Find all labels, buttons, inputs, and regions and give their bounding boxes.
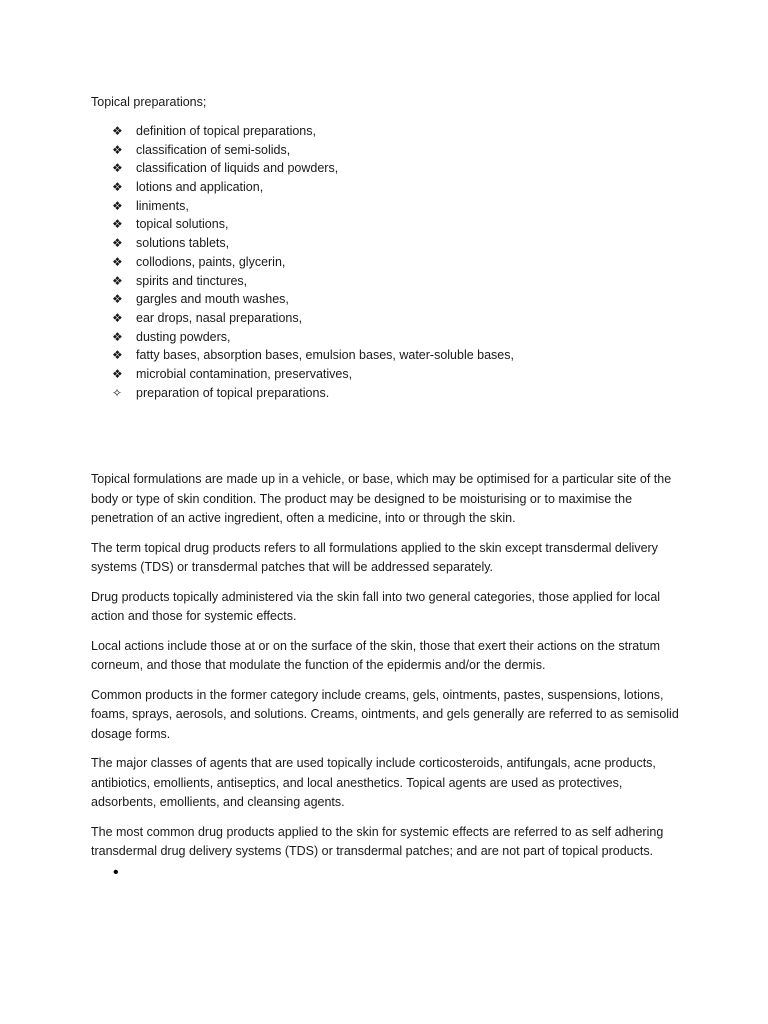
list-item-text: definition of topical preparations, [136,124,316,138]
page-heading: Topical preparations; [91,95,207,109]
paragraph: Common products in the former category include creams, gels, ointments, pastes, suspensions, lotions, foams, sprays, aerosols, and solutions. Creams, ointments, and gels generally are referred to as semisolid dosage forms. [91,687,679,741]
list-item-text: lotions and application, [136,180,264,195]
paragraph: The term topical drug products refers to all formulations applied to the skin except transdermal delivery systems (TDS) or transdermal patches that will be addressed separately. [91,540,658,574]
list-item [112,384,514,403]
list-item [112,272,514,291]
diamond-bullet-icon: ❖ [112,198,123,213]
list-item-text: solutions tablets, [136,236,230,251]
list-item [112,215,514,234]
paragraph: Topical formulations are made up in a vehicle, or base, which may be optimised for a particular site of the body or type of skin condition. The product may be designed to be moisturising or to maximise the penetration of an active ingredient, often a medicine, into or through the skin. [91,472,672,525]
list-item-text: spirits and tinctures, [136,273,248,288]
list-item [112,122,514,141]
paragraph: Local actions include those at or on the surface of the skin, those that exert their actions on the stratum corneum, and those that modulate the function of the epidermis and/or the dermis. [91,638,661,672]
diamond-bullet-icon: ❖ [112,329,123,344]
list-item-text: microbial contamination, preservatives, [136,366,353,381]
diamond-bullet-icon: ❖ [112,142,123,157]
list-item [112,178,514,197]
topics-list [112,122,514,402]
diamond-bullet-icon: ❖ [112,124,123,138]
diamond-bullet-icon: ❖ [112,292,123,307]
paragraph: The most common drug products applied to the skin for systemic effects are referred to as self adhering transdermal drug delivery systems (TDS) or transdermal patches; and are not part of topical products. [91,824,664,858]
body-text [91,470,681,872]
diamond-bullet-icon: ❖ [112,273,123,288]
list-item-text: classification of liquids and powders, [136,161,339,176]
list-item [112,290,514,309]
list-item-text: dusting powders, [136,329,231,344]
paragraph: The major classes of agents that are used topically include corticosteroids, antifungals, acne products, antibiotics, emollients, antiseptics, and local anesthetics. Topical agents are used as protectives, adsorbents, emollients, and cleansing agents. [91,756,656,809]
list-item [112,346,514,365]
diamond-bullet-icon: ❖ [112,310,123,325]
list-item [112,309,514,328]
diamond-bullet-icon: ❖ [112,366,123,381]
list-item [112,141,514,160]
list-item [112,234,514,253]
list-item-text: preparation of topical preparations. [136,385,330,400]
list-item-text: liniments, [136,198,189,213]
diamond-bullet-icon: ❖ [112,348,123,363]
diamond-bullet-icon: ❖ [112,180,123,195]
list-item-text: fatty bases, absorption bases, emulsion bases, water-soluble bases, [136,348,514,363]
list-item-text: classification of semi-solids, [136,142,291,157]
paragraph: Drug products topically administered via the skin fall into two general categories, those applied for local action and those for systemic effects. [91,589,661,623]
trailing-bullet-icon: • [113,864,119,881]
list-item [112,197,514,216]
list-item-text: topical solutions, [136,217,229,232]
list-item-text: gargles and mouth washes, [136,292,289,307]
diamond-bullet-icon: ❖ [112,236,123,251]
list-item-text: collodions, paints, glycerin, [136,254,286,269]
list-item-text: ear drops, nasal preparations, [136,310,303,325]
list-item [112,159,514,178]
diamond-bullet-icon: ❖ [112,161,123,176]
list-item [112,253,514,272]
diamond-bullet-icon: ❖ [112,217,123,232]
list-item [112,365,514,384]
hollow-diamond-bullet-icon: ✧ [112,385,123,400]
diamond-bullet-icon: ❖ [112,254,123,269]
list-item [112,328,514,347]
